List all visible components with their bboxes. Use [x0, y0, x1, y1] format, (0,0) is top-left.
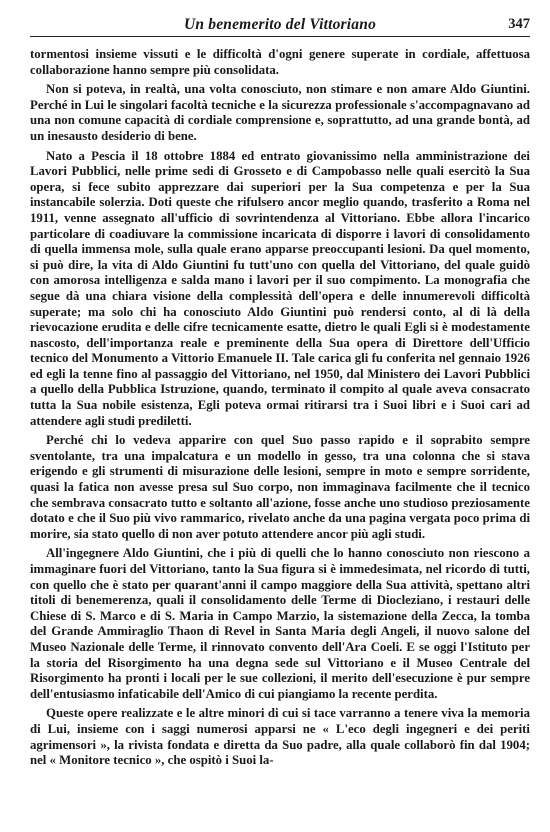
page-number: 347 — [508, 16, 530, 32]
paragraph: Nato a Pescia il 18 ottobre 1884 ed entrato giovanissimo nella amministrazione dei Lavori Pubblici, nelle prime sedi di Grosseto e di Campobasso nelle quali esercitò la Sua opera, si fece subito apprezzare dai superiori per la Sua competenza e per la Sua instancabile solerzia. Doti queste che rifulsero ancor meglio quando, trasferito a Roma nel 1911, venne assegnato all'ufficio di sovrintendenza al Vittoriano. Ebbe allora l'incarico particolare di coadiuvare la commissione incaricata di disporre i lavori di consolidamento di quella immensa mole, sulla quale erano apparse preoccupanti lesioni. Da quel momento, si può dire, la vita di Aldo Giuntini fu tutt'uno con quella del Vittoriano, del quale guidò con amorosa intelligenza e salda mano i lavori per il suo compimento. La monografia che segue dà una chiara visione della complessità dell'opera e delle innumerevoli difficoltà superate; ma solo chi ha conosciuto Aldo Giuntini può rendersi conto, al di là della rievocazione erudita e delle cifre tecnicamente esatte, dietro le quali Egli si è modestamente nascosto, dell'importanza reale e preminente della Sua opera di Direttore dell'Ufficio tecnico del Monumento a Vittorio Emanuele II. Tale carica gli fu conferita nel gennaio 1926 ed egli la tenne fino al passaggio del Vittoriano, nel 1950, dal Ministero dei Lavori Pubblici a quello della Pubblica Istruzione, quando, terminato il compito al quale aveva consacrato tutta la Sua nobile esistenza, Egli poteva ormai ritirarsi tra i Suoi libri e i Suoi cari ad attendere agli studi prediletti. — [30, 148, 530, 428]
paragraph: tormentosi insieme vissuti e le difficoltà d'ogni genere superate in cordiale, affettuosa collaborazione hanno sempre più consolidata. — [30, 47, 530, 77]
paragraph: Perché chi lo vedeva apparire con quel Suo passo rapido e il soprabito sempre sventolante, tra una impalcatura e un modello in gesso, tra una colonna che si stava erigendo e gli strumenti di misurazione delle lesioni, sempre in moto e sempre sorridente, quasi la fatica non avesse presa sul Suo corpo, non immaginava facilmente che il tecnico che sembrava consacrato tutto e soltanto all'azione, fosse anche uno studioso preziosamente dotato e che il Suo più vivo rammarico, rivelato anche da una pagina vergata poco prima di morire, sia stato quello di non aver potuto attendere ancor più agli studi. — [30, 433, 530, 541]
running-title: Un benemerito del Vittoriano — [183, 16, 377, 33]
paragraph: Non si poteva, in realtà, una volta conosciuto, non stimare e non amare Aldo Giuntini. Perché in Lui le singolari facoltà tecniche e la sicurezza professionale s'accompagnavano ad una non comune capacità di cordiale comprensione e, soprattutto, ad una grande bontà, ad un inesausto desiderio di bene. — [30, 82, 530, 143]
paragraph: Queste opere realizzate e le altre minori di cui si tace varranno a tenere viva la memoria di Lui, insieme con i saggi numerosi apparsi ne « L'eco degli ingegneri e dei periti agrimensori », la rivista fondata e diretta da Suo padre, alla quale collaborò fin dal 1904; nel « Monitore tecnico », che ospitò i Suoi la- — [30, 706, 530, 768]
body-text — [30, 47, 530, 769]
paragraph: All'ingegnere Aldo Giuntini, che i più di quelli che lo hanno conosciuto non riescono a immaginare fuori del Vittoriano, tanto la Sua figura si è immedesimata, nel ricordo di tutti, con quello che è stato per quarant'anni il campo maggiore della Sua attività, spettano altri titoli di benemerenza, quali il consolidamento delle Terme di Diocleziano, i restauri delle Chiese di S. Marco e di S. Maria in Campo Marzio, la sistemazione della Zecca, la tomba del Grande Ammiraglio Thaon di Revel in Santa Maria degli Angeli, il nuovo salone del Museo Nazionale delle Terme, il rinnovato convento dell'Ara Coeli. E se oggi l'Istituto per la storia del Risorgimento ha una degna sede sul Vittoriano e il Museo Centrale del Risorgimento ha pronti i locali per le sue collezioni, il merito dell'esecuzione è pur sempre dell'entusiasmo infaticabile dell'Amico di cui piangiamo la recente perdita. — [30, 546, 530, 701]
page-header — [30, 14, 530, 37]
